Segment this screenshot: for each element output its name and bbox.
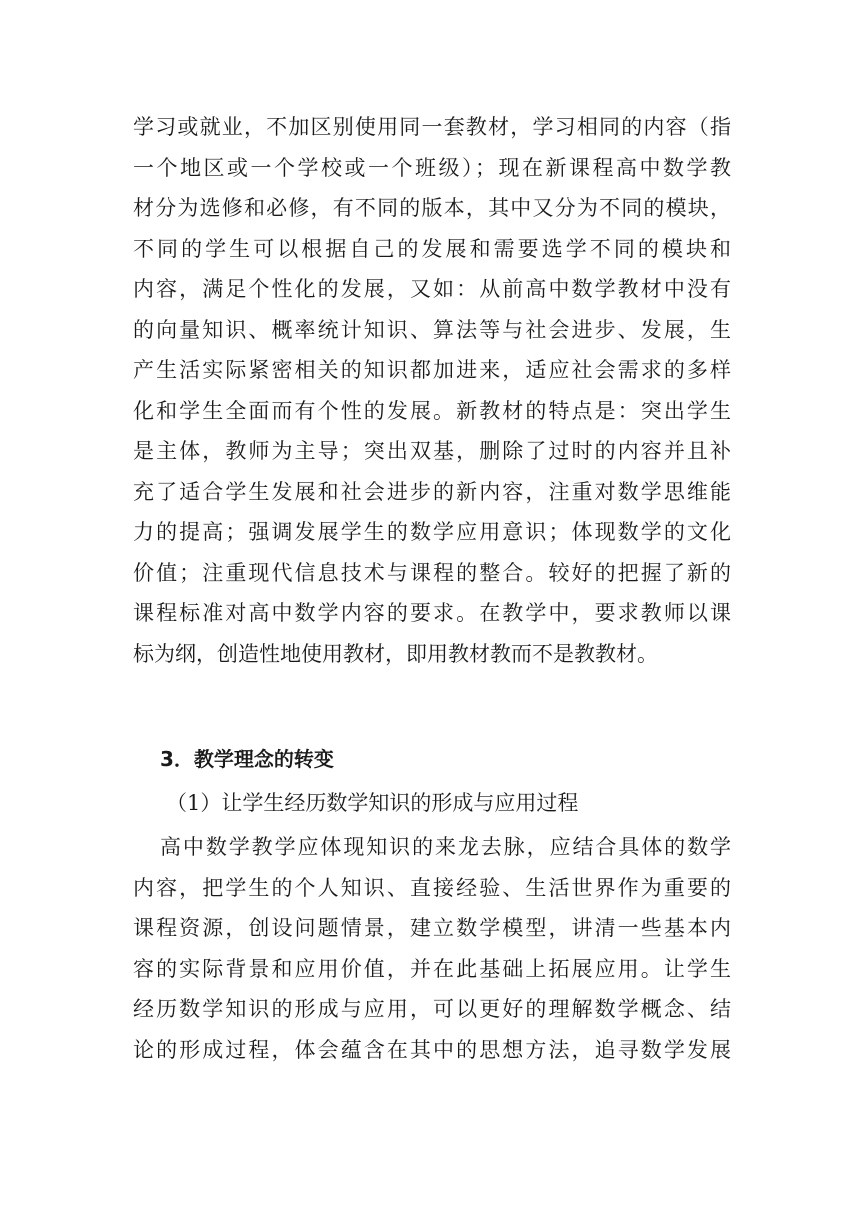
- paragraph-line: 课程资源，创设问题情景，建立数学模型，讲清一些基本内: [133, 916, 731, 940]
- paragraph-1: [133, 107, 731, 674]
- section-heading: 3．教学理念的转变: [160, 747, 334, 771]
- paragraph-line: 充了适合学生发展和社会进步的新内容，注重对数学思维能: [133, 479, 731, 504]
- paragraph-line: 学习或就业，不加区别使用同一套教材，学习相同的内容（指: [133, 115, 731, 139]
- paragraph-line: 标为纲，创造性地使用教材，即用教材教而不是教教材。: [133, 641, 658, 666]
- paragraph-line: 力的提高；强调发展学生的数学应用意识；体现数学的文化: [133, 520, 731, 544]
- paragraph-line: 高中数学教学应体现知识的来龙去脉，应结合具体的数学: [160, 835, 731, 859]
- paragraph-2: [133, 827, 731, 1070]
- paragraph-line: 论的形成过程，体会蕴含在其中的思想方法，追寻数学发展: [133, 1037, 731, 1062]
- paragraph-line: 价值；注重现代信息技术与课程的整合。较好的把握了新的: [133, 560, 731, 585]
- paragraph-line: 课程标准对高中数学内容的要求。在教学中，要求教师以课: [133, 601, 731, 625]
- paragraph-line: 的向量知识、概率统计知识、算法等与社会进步、发展，生: [133, 317, 731, 342]
- paragraph-line: 化和学生全面而有个性的发展。新教材的特点是：突出学生: [133, 398, 731, 423]
- paragraph-line: 一个地区或一个学校或一个班级）；现在新课程高中数学教: [133, 155, 731, 180]
- paragraph-line: 产生活实际紧密相关的知识都加进来，适应社会需求的多样: [133, 358, 731, 382]
- paragraph-line: 内容，满足个性化的发展，又如：从前高中数学教材中没有: [133, 277, 731, 301]
- paragraph-line: 材分为选修和必修，有不同的版本，其中又分为不同的模块，: [133, 196, 731, 220]
- subsection-heading: （1）让学生经历数学知识的形成与应用过程: [166, 791, 579, 815]
- paragraph-line: 不同的学生可以根据自己的发展和需要选学不同的模块和: [133, 236, 731, 261]
- paragraph-line: 经历数学知识的形成与应用，可以更好的理解数学概念、结: [133, 997, 731, 1021]
- paragraph-line: 是主体，教师为主导；突出双基，删除了过时的内容并且补: [133, 439, 731, 463]
- paragraph-line: 内容，把学生的个人知识、直接经验、生活世界作为重要的: [133, 875, 731, 900]
- paragraph-line: 容的实际背景和应用价值，并在此基础上拓展应用。让学生: [133, 956, 731, 981]
